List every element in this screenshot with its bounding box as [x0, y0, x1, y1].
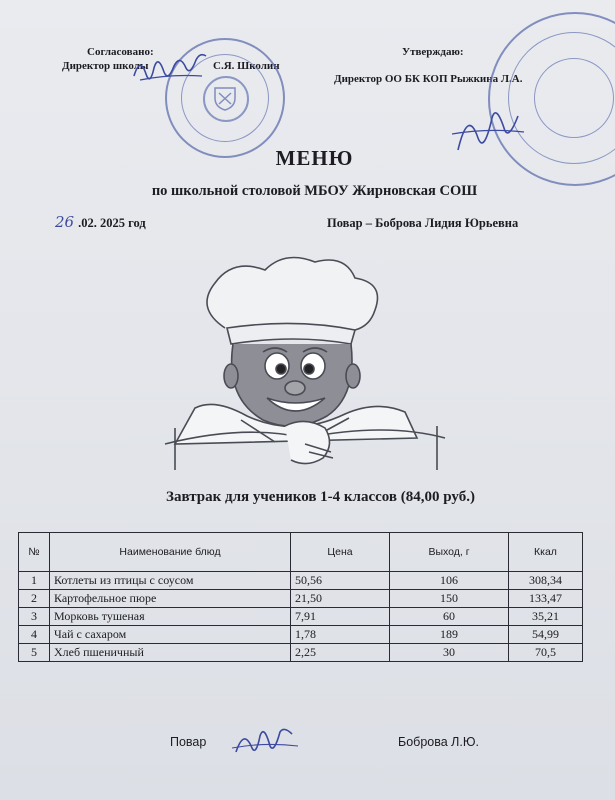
coat-of-arms-icon	[211, 84, 239, 112]
table-header-row	[19, 533, 583, 572]
row-kcal: 133,47	[509, 590, 583, 608]
row-price: 7,91	[291, 608, 390, 626]
approver-role-name: Директор ОО БК КОП Рыжкина Л.А.	[334, 73, 523, 85]
row-output: 189	[390, 626, 509, 644]
row-output: 30	[390, 644, 509, 662]
row-num: 4	[19, 626, 50, 644]
meal-title: Завтрак для учеников 1-4 классов (84,00 руб.)	[166, 489, 475, 505]
footer-cook-name: Боброва Л.Ю.	[398, 735, 479, 749]
header-output: Выход, г	[390, 533, 509, 572]
row-num: 3	[19, 608, 50, 626]
header-num: №	[19, 533, 50, 572]
approved-label: Утверждаю:	[402, 46, 464, 58]
header-price: Цена	[291, 533, 390, 572]
row-num: 1	[19, 572, 50, 590]
page-title: МЕНЮ	[275, 146, 354, 170]
footer-cook-label: Повар	[170, 735, 207, 749]
row-price: 2,25	[291, 644, 390, 662]
table-row	[19, 608, 583, 626]
row-kcal: 54,99	[509, 626, 583, 644]
chef-illustration	[155, 248, 455, 473]
cook-signature-icon	[230, 718, 300, 760]
school-director-name: С.Я. Школин	[213, 60, 280, 72]
header-kcal: Ккал	[509, 533, 583, 572]
agreed-label: Согласовано:	[87, 46, 154, 58]
menu-table	[18, 532, 583, 662]
row-dish: Морковь тушеная	[50, 608, 291, 626]
header-dish: Наименование блюд	[50, 533, 291, 572]
row-output: 60	[390, 608, 509, 626]
row-dish: Чай с сахаром	[50, 626, 291, 644]
table-row	[19, 572, 583, 590]
row-price: 1,78	[291, 626, 390, 644]
date-text: .02. 2025 год	[78, 216, 146, 230]
row-output: 150	[390, 590, 509, 608]
date-handwritten-day: 26	[55, 213, 75, 231]
cook-header: Повар – Боброва Лидия Юрьевна	[327, 216, 519, 230]
row-num: 5	[19, 644, 50, 662]
table-row	[19, 626, 583, 644]
row-dish: Хлеб пшеничный	[50, 644, 291, 662]
row-dish: Котлеты из птицы с соусом	[50, 572, 291, 590]
row-price: 21,50	[291, 590, 390, 608]
row-num: 2	[19, 590, 50, 608]
director-signature-icon	[130, 46, 210, 90]
row-kcal: 70,5	[509, 644, 583, 662]
page-subtitle: по школьной столовой МБОУ Жирновская СОШ	[151, 183, 478, 199]
school-director-role: Директор школы	[62, 60, 149, 72]
row-price: 50,56	[291, 572, 390, 590]
table-row	[19, 590, 583, 608]
row-dish: Картофельное пюре	[50, 590, 291, 608]
table-row	[19, 644, 583, 662]
row-kcal: 35,21	[509, 608, 583, 626]
row-kcal: 308,34	[509, 572, 583, 590]
row-output: 106	[390, 572, 509, 590]
